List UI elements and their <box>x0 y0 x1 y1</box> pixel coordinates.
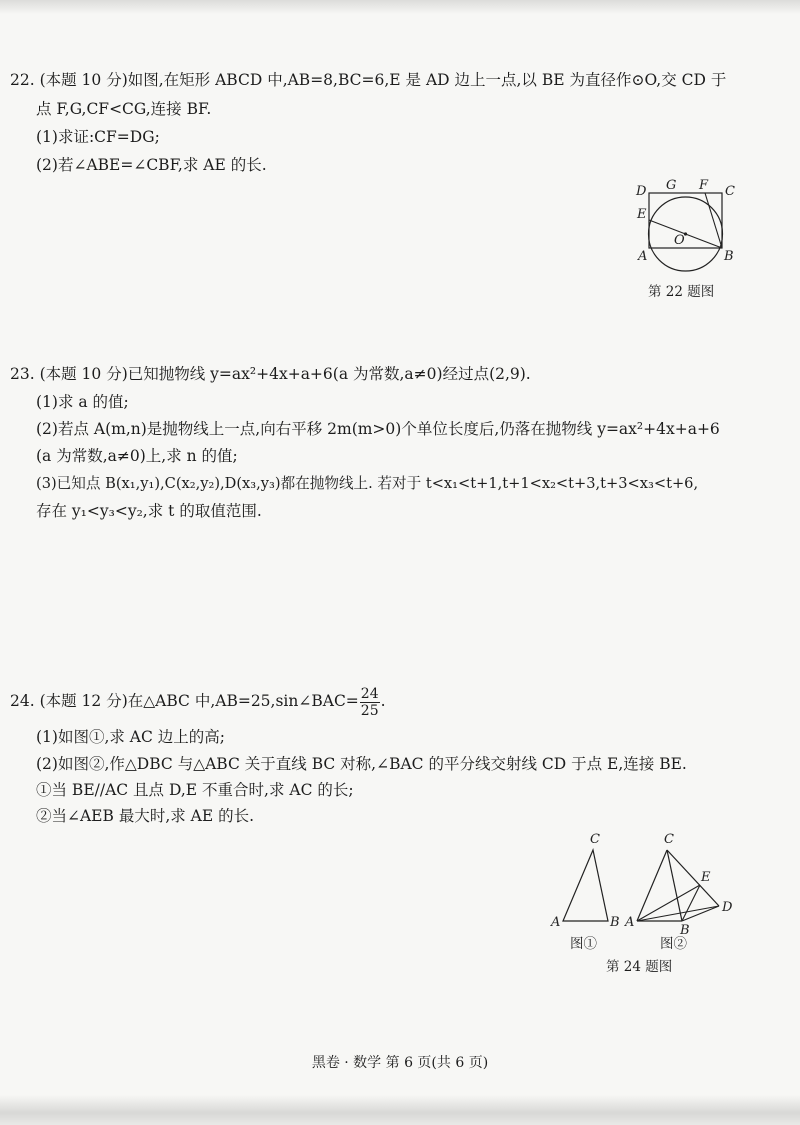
q22-stem-line1: 22. (本题 10 分)如图,在矩形 ABCD 中,AB=8,BC=6,E 是 AD 边上一点,以 BE 为直径作⊙O,交 CD 于 <box>10 71 727 89</box>
q22-label-E: E <box>637 207 647 222</box>
q24-fig1-caption: 图① <box>570 936 597 952</box>
q24-fig2-label-A: A <box>625 915 635 930</box>
q24-figure-1 <box>550 828 630 928</box>
q24-fig2-caption: 图② <box>660 936 687 952</box>
q23-part3-line1: (3)已知点 B(x₁,y₁),C(x₂,y₂),D(x₃,y₃)都在抛物线上. 若对于 t<x₁<t+1,t+1<x₂<t+3,t+3<x₃<t+6, <box>36 475 699 492</box>
q22-label-C: C <box>725 184 735 199</box>
q23-part3-line2: 存在 y₁<y₃<y₂,求 t 的取值范围. <box>36 502 262 520</box>
q24-figure-2 <box>622 828 742 938</box>
scan-shadow-bottom <box>0 1095 800 1125</box>
q22-part2: (2)若∠ABE=∠CBF,求 AE 的长. <box>36 156 267 174</box>
q24-fig1-label-B: B <box>610 915 620 928</box>
q24-fig2-label-E: E <box>701 870 711 885</box>
q22-part1: (1)求证:CF=DG; <box>36 128 160 146</box>
page-footer: 黑卷 · 数学 第 6 页(共 6 页) <box>311 1055 489 1071</box>
q24-stem-end: . <box>380 692 386 710</box>
q22-label-F: F <box>699 178 709 193</box>
q23-part2-line1: (2)若点 A(m,n)是抛物线上一点,向右平移 2m(m>0)个单位长度后,仍落在抛物线 y=ax²+4x+a+6 <box>36 420 720 438</box>
q24-sub2: ②当∠AEB 最大时,求 AE 的长. <box>36 807 255 825</box>
q22-label-B: B <box>724 249 734 264</box>
q24-figure-caption: 第 24 题图 <box>606 959 673 975</box>
q24-stem-text: 24. (本题 12 分)在△ABC 中,AB=25,sin∠BAC= <box>10 692 359 710</box>
q24-fig1-label-C: C <box>590 832 600 847</box>
q24-sub1: ①当 BE//AC 且点 D,E 不重合时,求 AC 的长; <box>36 781 354 799</box>
q24-fig2-label-B: B <box>680 923 690 938</box>
q22-label-A: A <box>638 249 648 264</box>
q24-fraction-numerator: 24 <box>360 685 379 702</box>
q24-sin-fraction <box>360 686 380 719</box>
q24-fig2-label-D: D <box>722 900 733 915</box>
q24-stem <box>10 682 386 720</box>
q23-stem: 23. (本题 10 分)已知抛物线 y=ax²+4x+a+6(a 为常数,a≠0)经过点(2,9). <box>10 365 531 383</box>
q22-stem-line2: 点 F,G,CF<CG,连接 BF. <box>36 100 212 118</box>
scan-shadow-top <box>0 0 800 14</box>
q23-part1: (1)求 a 的值; <box>36 393 129 411</box>
q22-label-O: O <box>674 233 685 248</box>
q24-fig1-label-A: A <box>551 915 561 928</box>
q24-part2: (2)如图②,作△DBC 与△ABC 关于直线 BC 对称,∠BAC 的平分线交射线 CD 于点 E,连接 BE. <box>36 755 687 773</box>
q22-figure-caption: 第 22 题图 <box>648 284 715 300</box>
q22-label-D: D <box>636 184 647 199</box>
q24-fig2-label-C: C <box>664 832 674 847</box>
q22-label-G: G <box>666 178 677 193</box>
q23-part2-line2: (a 为常数,a≠0)上,求 n 的值; <box>36 447 238 465</box>
q24-part1: (1)如图①,求 AC 边上的高; <box>36 728 226 746</box>
q24-fraction-denominator: 25 <box>360 702 379 719</box>
q22-figure <box>630 176 740 276</box>
